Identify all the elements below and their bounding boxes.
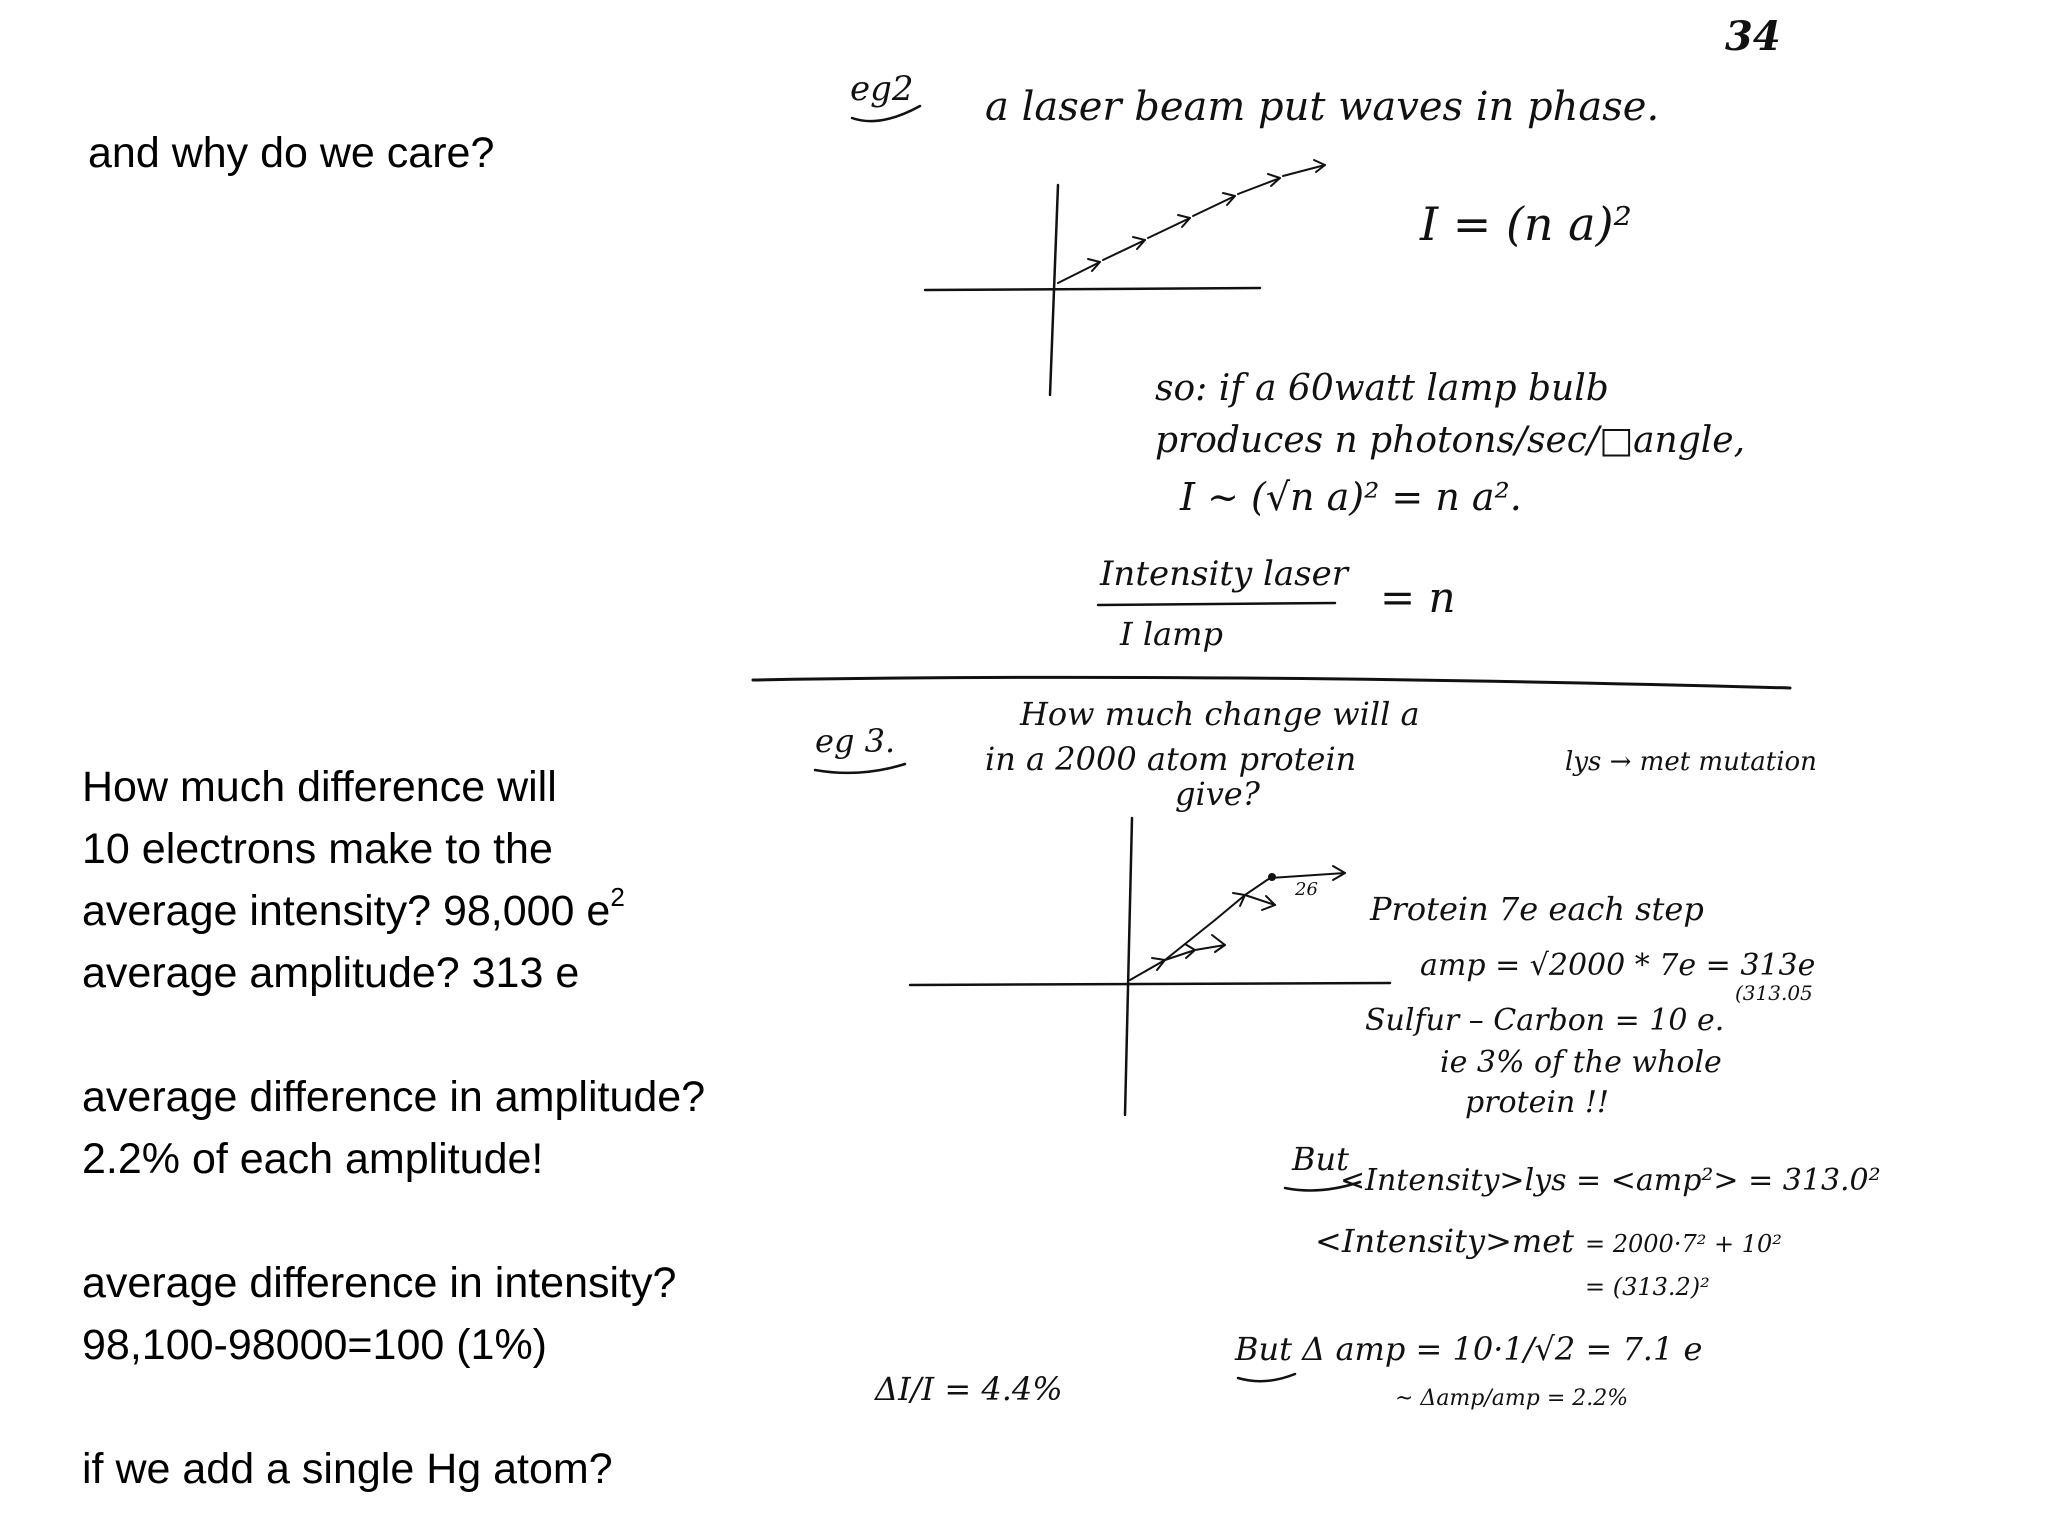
question-intensity-line1: How much difference will xyxy=(82,763,557,811)
eg2-title: a laser beam put waves in phase. xyxy=(985,84,1660,130)
eg3-delta-ratio: ~ Δamp/amp = 2.2% xyxy=(1395,1386,1629,1411)
eg2-x-axis xyxy=(925,288,1260,290)
eg2-ratio-numerator: Intensity laser xyxy=(1100,554,1348,594)
eg3-met-calc2: = (313.2)² xyxy=(1585,1273,1710,1301)
eg3-delta-amp: But Δ amp = 10·1/√2 = 7.1 e xyxy=(1235,1330,1703,1368)
eg3-amp-precise: (313.05 xyxy=(1735,981,1813,1005)
eg2-formula: I = (n a)² xyxy=(1420,197,1632,251)
eg3-delta-underline xyxy=(1238,1374,1295,1381)
eg2-vector-chain xyxy=(1058,160,1325,283)
eg3-label: eg 3. xyxy=(815,722,896,760)
eg3-percent-line1: ie 3% of the whole xyxy=(1440,1045,1722,1080)
eg2-bulb-line3: I ~ (√n a)² = n a². xyxy=(1180,475,1522,519)
eg3-x-axis xyxy=(910,983,1390,985)
hg-atom-question: if we add a single Hg atom? xyxy=(82,1445,613,1493)
difference-intensity-question: average difference in intensity? xyxy=(82,1259,677,1307)
eg3-but-label: But xyxy=(1292,1140,1349,1178)
eg3-mutation-note: lys → met mutation xyxy=(1565,747,1817,777)
intensity-exponent: 2 xyxy=(610,881,625,912)
eg3-intensity-met: <Intensity>met xyxy=(1315,1222,1575,1260)
eg2-bulb-line2: produces n photons/sec/□angle, xyxy=(1155,420,1746,461)
eg3-delta-intensity: ΔI/I = 4.4% xyxy=(875,1370,1063,1408)
eg3-percent-line2: protein !! xyxy=(1465,1085,1609,1120)
eg3-vector-label: 26 xyxy=(1295,879,1318,900)
eg3-question-line2: in a 2000 atom protein xyxy=(985,740,1357,778)
eg3-intensity-lys: <Intensity>lys = <amp²> = 313.0² xyxy=(1340,1163,1881,1198)
section-divider xyxy=(753,677,1790,688)
eg3-underline xyxy=(815,764,905,773)
intensity-answer: average intensity? 98,000 e xyxy=(82,887,611,935)
eg2-label: eg2 xyxy=(850,69,914,109)
difference-amplitude-answer: 2.2% of each amplitude! xyxy=(82,1135,544,1183)
heading-text: and why do we care? xyxy=(88,129,495,177)
page-number: 34 xyxy=(1725,13,1781,60)
eg2-ratio-bar xyxy=(1098,603,1335,605)
eg3-question-line3: give? xyxy=(1175,775,1260,813)
eg3-y-axis xyxy=(1125,818,1132,1115)
eg3-question-line1: How much change will a xyxy=(1020,695,1420,733)
eg2-bulb-line1: so: if a 60watt lamp bulb xyxy=(1155,368,1609,409)
eg2-ratio-result: = n xyxy=(1380,573,1456,622)
eg3-sulfur-carbon: Sulfur – Carbon = 10 e. xyxy=(1365,1003,1725,1038)
question-amplitude: average amplitude? 313 e xyxy=(82,949,580,997)
difference-amplitude-question: average difference in amplitude? xyxy=(82,1073,706,1121)
eg3-amp-calc: amp = √2000 * 7e = 313e xyxy=(1420,948,1816,983)
question-intensity-line2: 10 electrons make to the xyxy=(82,825,553,873)
difference-intensity-answer: 98,100-98000=100 (1%) xyxy=(82,1321,548,1369)
eg3-protein-step: Protein 7e each step xyxy=(1370,890,1704,928)
eg3-met-calc1: = 2000·7² + 10² xyxy=(1585,1230,1782,1258)
eg2-ratio-denominator: I lamp xyxy=(1120,615,1223,653)
